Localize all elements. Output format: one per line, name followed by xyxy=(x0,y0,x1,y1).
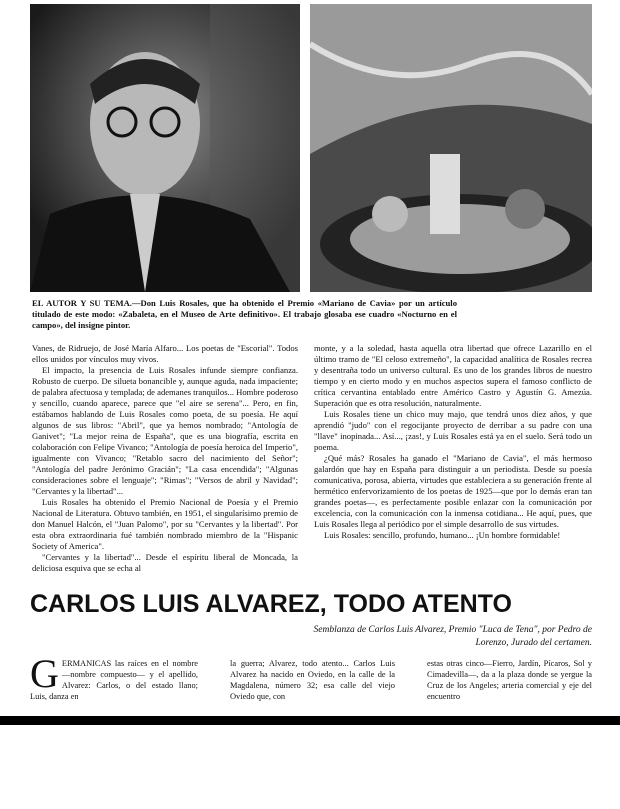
article-column-1 xyxy=(32,343,298,574)
drop-cap: G xyxy=(30,651,59,696)
paragraph: El impacto, la presencia de Luis Rosales infunde siempre confianza. Robusto de cuerpo. De silueta bonancible y, aunque aguda, nada impaciente; de palabra afectuosa y templada; de ademanes tranquilos... Hombre poderoso y sencillo, cuando aparece, parece que "el aire se serena"... Pero, en fin, estábamos hablando de Luis Rosales como poeta, de su poesía. He aquí algunos de sus libros: "Abril", que ya hemos nombrado; "Antología de Ganivet"; "La mejor reina de España", que es una biografía, escrita en colaboración con Felipe Vivanco; "Antología de poesía heroica del Imperio", igualmente con Vivanco; "Retablo sacro del nacimiento del Señor"; "Antología del padre Jerónimo Gracián"; "La casa encendida"; "Algunas consideraciones sobre el lenguaje"; "Rimas"; "Versos de abril y Navidad"; "Cervantes y la libertad"... xyxy=(32,365,298,496)
paragraph: ERMANICAS las raíces en el nombre —nombre compuesto— y el apellido, Alvarez: Carlos, o del estado llano; Luis, danza en xyxy=(30,659,198,701)
article-headline: CARLOS LUIS ALVAREZ, TODO ATENTO xyxy=(30,590,512,618)
portrait-photo-luis-rosales xyxy=(30,4,300,292)
article-columns xyxy=(30,343,592,574)
article2-column-3: estas otras cinco—Fierro, Jardín, Pícaros, Sol y Cimadevilla—, da a la plaza donde se yergue la Cruz de los Angeles; arteria comercial y eje del encuentro xyxy=(427,659,592,701)
photo-caption: EL AUTOR Y SU TEMA.—Don Luis Rosales, que ha obtenido el Premio «Mariano de Cavia» por un artículo titulado de este modo: «Zabaleta, en el Museo de Arte definitivo». El trabajo glosaba ese cuadro «Nocturno en el campo», del insigne pintor. xyxy=(32,298,457,330)
paragraph: Vanes, de Ridruejo, de José María Alfaro... Los poetas de "Escorial". Todos ellos unidos por vínculos muy vivos. xyxy=(32,343,298,364)
paragraph: "Cervantes y la libertad"... Desde el espíritu liberal de Moncada, la deliciosa esquiva que se echa al xyxy=(32,552,298,573)
paragraph: ¿Qué más? Rosales ha ganado el "Mariano de Cavia", el más hermoso galardón que hay en España para distinguir a un periodista. Desde su poesía comunicativa, porosa, abierta, virtudes que estableciera a su generación frente al hermético enfervorizamiento de los poetas de 1925—que por lo demás eran tan grandes poetas—, es perfectamente posible enlazar con la comunicación por excelencia, con la comunicación con la inmensa cotidiana... He aquí, pues, que Luis Rosales llega al periódico por el simple desarrollo de sus virtudes. xyxy=(314,453,592,529)
paragraph: Luis Rosales: sencillo, profundo, humano... ¡Un hombre formidable! xyxy=(324,530,561,540)
paragraph: monte, y a la soledad, hasta aquella otra libertad que ofrece Lazarillo en el último tramo de "El celoso extremeño", la capacidad analítica de Rosales recrea y desentraña todo un universo cultural. Es uno de los grandes libros de nuestro tiempo y en cierto modo y en muchos aspectos supera el famoso conflicto de crítica cervantina entablado entre Américo Castro y Agustín G. Amezúa. Superación que es otra resolución, naturalmente. xyxy=(314,343,592,408)
article2-column-2: la guerra; Alvarez, todo atento... Carlos Luis Alvarez ha nacido en Oviedo, en la calle de la Magdalena, número 32; esa calle del viejo Oviedo que, con xyxy=(230,659,395,701)
article2-column-1 xyxy=(30,651,198,702)
bottom-rule xyxy=(0,716,620,725)
paragraph: Luis Rosales tiene un chico muy majo, que tendrá unos diez años, y que aprendió "judo" con el regocijante proyecto de derribar a su padre con una "llave" inopinada... Así..., ¡zas!, y Luis Rosales está ya en el suelo. Será todo un poema. xyxy=(314,409,592,452)
photo-row xyxy=(30,4,592,292)
article-column-2 xyxy=(314,343,592,574)
article-subtitle: Semblanza de Carlos Luis Alvarez, Premio "Luca de Tena", por Pedro de Lorenzo, Jurado del certamen. xyxy=(313,625,592,648)
painting-photo-nocturno-en-el-campo xyxy=(310,4,592,292)
paragraph: Luis Rosales ha obtenido el Premio Nacional de Poesía y el Premio Nacional de Literatura. Obtuvo también, en 1951, el singularísimo premio de don Manuel Halcón, el "Juan Palomo", por su "Cervantes y la libertad". Por esta obra extraordinaria fué también nombrado miembro de la "Hispanic Society of America". xyxy=(32,497,298,551)
article2-columns xyxy=(30,651,592,716)
